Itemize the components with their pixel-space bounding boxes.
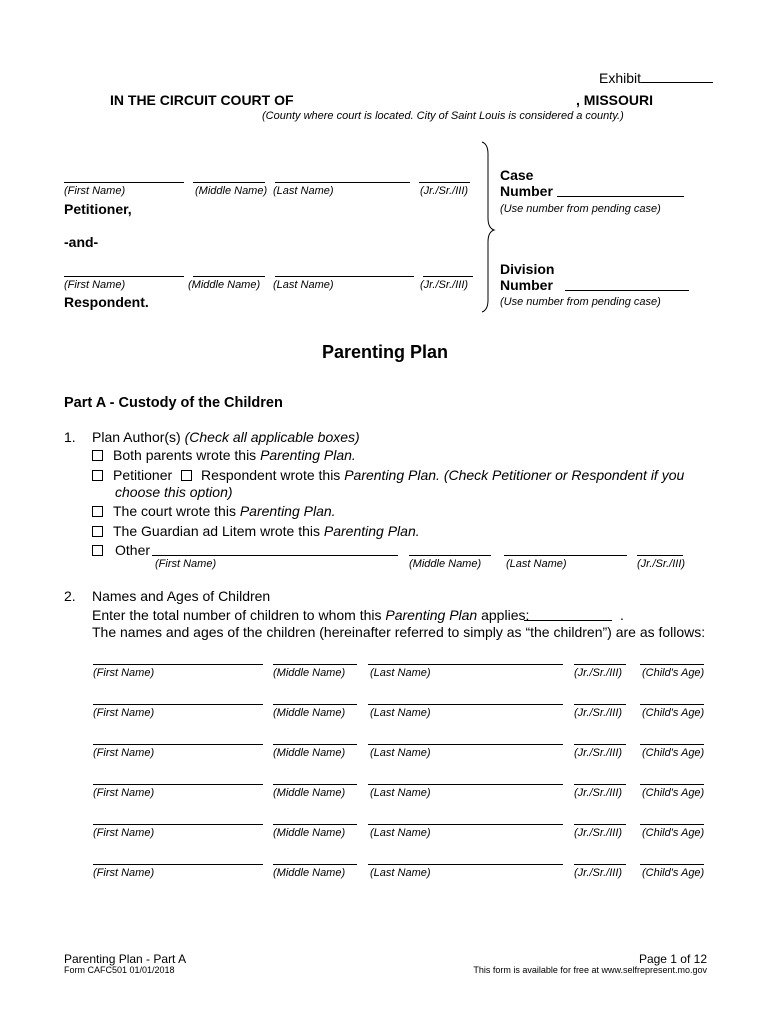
court-title-right: , MISSOURI (576, 92, 654, 108)
child-5-last-field[interactable] (368, 824, 563, 825)
child-1-age-label: (Child's Age) (642, 667, 705, 679)
petitioner-suffix-field[interactable] (419, 182, 470, 183)
child-6-suffix-field[interactable] (574, 864, 626, 865)
child-3-suffix-field[interactable] (574, 744, 626, 745)
child-5-first-field[interactable] (93, 824, 263, 825)
county-note: (County where court is located. City of Saint Louis is considered a county.) (262, 110, 624, 122)
child-3-suffix-label: (Jr./Sr./III) (574, 747, 623, 759)
respondent-suffix-label: (Jr./Sr./III) (420, 279, 469, 291)
petitioner-middle-name-field[interactable] (193, 182, 265, 183)
child-1-first-label: (First Name) (93, 667, 155, 679)
both-parents-checkbox[interactable] (92, 450, 103, 461)
and-label: -and- (64, 234, 99, 250)
child-4-age-label: (Child's Age) (642, 787, 705, 799)
child-4-suffix-label: (Jr./Sr./III) (574, 787, 623, 799)
child-1-middle-field[interactable] (273, 664, 357, 665)
other-middle-name-field[interactable] (409, 555, 491, 556)
division-label-1: Division (500, 261, 555, 277)
child-6-suffix-label: (Jr./Sr./III) (574, 867, 623, 879)
child-3-age-field[interactable] (640, 744, 704, 745)
petitioner-option-label: Petitioner (113, 467, 173, 483)
child-4-middle-field[interactable] (273, 784, 357, 785)
other-last-name-field[interactable] (504, 555, 627, 556)
petitioner-last-name-label: (Last Name) (273, 185, 334, 197)
exhibit-field[interactable] (641, 82, 713, 83)
child-3-middle-field[interactable] (273, 744, 357, 745)
children-count-period: . (620, 607, 624, 623)
child-6-age-label: (Child's Age) (642, 867, 705, 879)
child-4-suffix-field[interactable] (574, 784, 626, 785)
child-2-first-field[interactable] (93, 704, 263, 705)
respondent-last-name-label: (Last Name) (273, 279, 334, 291)
child-2-age-label: (Child's Age) (642, 707, 705, 719)
guardian-checkbox[interactable] (92, 526, 103, 537)
other-checkbox[interactable] (92, 545, 103, 556)
petitioner-middle-name-label: (Middle Name) (195, 185, 268, 197)
caption-brace (474, 140, 498, 315)
respondent-first-name-label: (First Name) (64, 279, 126, 291)
other-suffix-label: (Jr./Sr./III) (637, 558, 686, 570)
child-5-age-field[interactable] (640, 824, 704, 825)
both-parents-label: Both parents wrote this Parenting Plan. (113, 447, 356, 463)
child-4-last-field[interactable] (368, 784, 563, 785)
child-2-middle-label: (Middle Name) (273, 707, 346, 719)
respondent-option-label: Respondent wrote this Parenting Plan. (Check Petitioner or Respondent if you (201, 467, 685, 483)
petitioner-last-name-field[interactable] (275, 182, 410, 183)
footer-form-title: Parenting Plan - Part A (64, 952, 187, 966)
child-4-middle-label: (Middle Name) (273, 787, 346, 799)
child-4-first-label: (First Name) (93, 787, 155, 799)
child-1-suffix-label: (Jr./Sr./III) (574, 667, 623, 679)
child-2-age-field[interactable] (640, 704, 704, 705)
other-suffix-field[interactable] (637, 555, 683, 556)
child-6-first-label: (First Name) (93, 867, 155, 879)
child-1-middle-label: (Middle Name) (273, 667, 346, 679)
other-middle-name-label: (Middle Name) (409, 558, 482, 570)
child-3-middle-label: (Middle Name) (273, 747, 346, 759)
court-checkbox[interactable] (92, 506, 103, 517)
child-1-age-field[interactable] (640, 664, 704, 665)
child-6-last-field[interactable] (368, 864, 563, 865)
footer-availability: This form is available for free at www.selfrepresent.mo.gov (473, 965, 707, 975)
other-first-name-label: (First Name) (155, 558, 217, 570)
case-label-1: Case (500, 167, 534, 183)
child-4-age-field[interactable] (640, 784, 704, 785)
section-2-title: Names and Ages of Children (92, 588, 271, 604)
case-number-field[interactable] (557, 196, 684, 197)
child-5-suffix-label: (Jr./Sr./III) (574, 827, 623, 839)
child-6-age-field[interactable] (640, 864, 704, 865)
case-label-2: Number (500, 183, 553, 199)
respondent-middle-name-field[interactable] (193, 276, 265, 277)
child-2-middle-field[interactable] (273, 704, 357, 705)
division-label-2: Number (500, 277, 553, 293)
other-first-name-field[interactable] (152, 555, 398, 556)
child-4-first-field[interactable] (93, 784, 263, 785)
children-count-field[interactable] (524, 620, 612, 621)
section-1-number: 1. (64, 429, 76, 445)
respondent-checkbox[interactable] (181, 470, 192, 481)
footer-form-number: Form CAFC501 01/01/2018 (64, 965, 175, 975)
petitioner-checkbox[interactable] (92, 470, 103, 481)
petitioner-label: Petitioner, (64, 201, 132, 217)
petitioner-first-name-field[interactable] (64, 182, 184, 183)
court-option-label: The court wrote this Parenting Plan. (113, 503, 336, 519)
child-1-last-label: (Last Name) (370, 667, 431, 679)
child-2-suffix-label: (Jr./Sr./III) (574, 707, 623, 719)
child-6-last-label: (Last Name) (370, 867, 431, 879)
other-last-name-label: (Last Name) (506, 558, 567, 570)
child-4-last-label: (Last Name) (370, 787, 431, 799)
other-option-label: Other (115, 542, 151, 558)
case-number-note: (Use number from pending case) (500, 203, 661, 215)
child-3-last-field[interactable] (368, 744, 563, 745)
child-2-last-field[interactable] (368, 704, 563, 705)
children-intro-text: The names and ages of the children (hereinafter referred to simply as “the children”) are as follows: (92, 624, 706, 640)
exhibit-label: Exhibit (599, 70, 642, 86)
child-5-middle-label: (Middle Name) (273, 827, 346, 839)
part-a-heading: Part A - Custody of the Children (64, 395, 283, 411)
child-1-suffix-field[interactable] (574, 664, 626, 665)
child-1-first-field[interactable] (93, 664, 263, 665)
section-2-number: 2. (64, 588, 76, 604)
guardian-option-label: The Guardian ad Litem wrote this Parenting Plan. (113, 523, 420, 539)
petitioner-suffix-label: (Jr./Sr./III) (420, 185, 469, 197)
child-3-first-field[interactable] (93, 744, 263, 745)
child-6-middle-label: (Middle Name) (273, 867, 346, 879)
respondent-last-name-field[interactable] (275, 276, 414, 277)
child-3-age-label: (Child's Age) (642, 747, 705, 759)
child-5-last-label: (Last Name) (370, 827, 431, 839)
footer-page-number: Page 1 of 12 (638, 952, 707, 966)
child-6-middle-field[interactable] (273, 864, 357, 865)
petitioner-first-name-label: (First Name) (64, 185, 126, 197)
child-3-first-label: (First Name) (93, 747, 155, 759)
children-count-text: Enter the total number of children to whom this Parenting Plan applies: (92, 607, 530, 623)
child-2-suffix-field[interactable] (574, 704, 626, 705)
respondent-first-name-field[interactable] (64, 276, 184, 277)
document-title: Parenting Plan (321, 342, 449, 362)
child-5-first-label: (First Name) (93, 827, 155, 839)
child-2-last-label: (Last Name) (370, 707, 431, 719)
division-number-note: (Use number from pending case) (500, 296, 661, 308)
child-5-suffix-field[interactable] (574, 824, 626, 825)
respondent-option-label-cont: choose this option) (115, 484, 233, 500)
child-5-age-label: (Child's Age) (642, 827, 705, 839)
division-number-field[interactable] (565, 290, 689, 291)
child-5-middle-field[interactable] (273, 824, 357, 825)
court-title-left: IN THE CIRCUIT COURT OF (110, 92, 294, 108)
child-6-first-field[interactable] (93, 864, 263, 865)
respondent-middle-name-label: (Middle Name) (188, 279, 261, 291)
child-3-last-label: (Last Name) (370, 747, 431, 759)
section-1-title: Plan Author(s) (Check all applicable boxes) (92, 429, 360, 445)
respondent-suffix-field[interactable] (423, 276, 473, 277)
child-2-first-label: (First Name) (93, 707, 155, 719)
child-1-last-field[interactable] (368, 664, 563, 665)
respondent-label: Respondent. (64, 294, 149, 310)
